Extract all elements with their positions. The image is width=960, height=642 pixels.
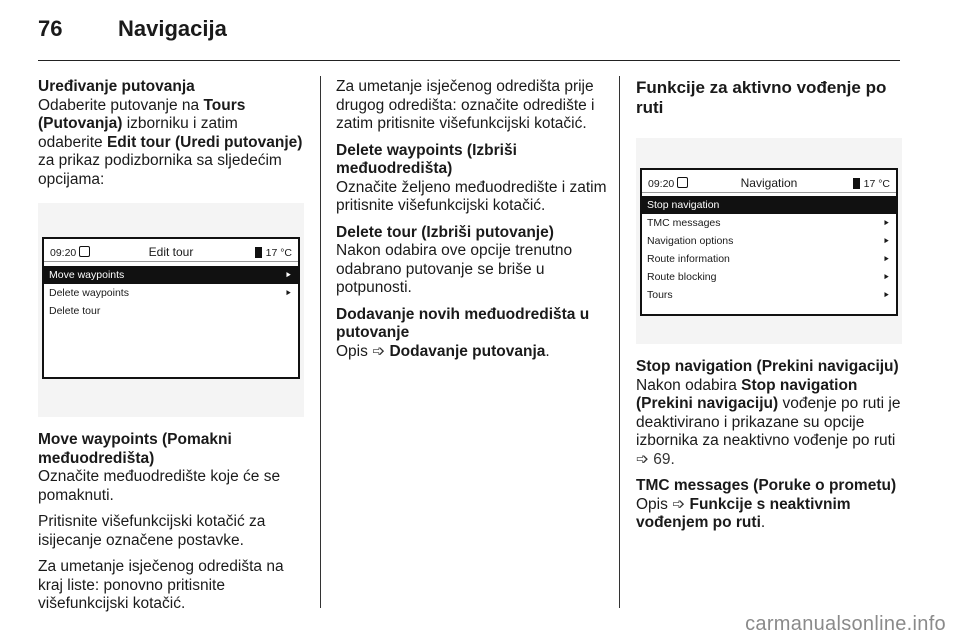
reference-link[interactable]: Funkcije s neaktivnim vođenjem po ruti	[636, 495, 851, 531]
chevron-right-icon: ⯈	[882, 218, 890, 228]
move-paragraph-3: Za umetanje isječenog odredišta na kraj liste: ponovno pritisnite višefunkcijski kotačić.	[38, 558, 284, 612]
column-3	[636, 78, 904, 541]
chevron-right-icon: ⯈	[284, 270, 292, 280]
edit-tour-screen: 09:20 Edit tour 17 °C Move waypoints ⯈ Delete waypoints ⯈ Delete tour	[42, 237, 300, 379]
column-1	[38, 78, 306, 622]
screen-title: Edit tour	[148, 245, 194, 259]
chapter-title: Navigacija	[118, 16, 227, 41]
menu-item-tmc-messages[interactable]: TMC messages ⯈	[642, 214, 896, 232]
insert-paragraph: Za umetanje isječenog odredišta prije drugog odredišta: označite odredište i zatim pritisnite višefunkcijski kotačić.	[336, 78, 595, 132]
menu-item-route-information[interactable]: Route information ⯈	[642, 250, 896, 268]
section-heading-delete-tour: Delete tour (Izbriši putovanje)	[336, 223, 554, 241]
edit-tour-screenshot	[38, 203, 304, 417]
screen-title: Navigation	[740, 176, 798, 190]
section-heading-add-waypoints: Dodavanje novih međuodredišta u putovanje	[336, 305, 590, 341]
column-divider-2	[619, 76, 620, 608]
menu-item-move-waypoints[interactable]: Move waypoints ⯈	[44, 266, 298, 284]
navigation-screenshot	[636, 138, 902, 344]
watermark: carmanualsonline.info	[745, 613, 946, 635]
menu-item-tours[interactable]: Tours ⯈	[642, 286, 896, 304]
reference-link[interactable]: Dodavanje putovanja	[389, 342, 546, 360]
stop-navigation-text: Nakon odabira Stop navigation (Prekini navigaciju) vođenje po ruti je deaktivirano i prikazane su opcije izbornika za neaktivno vođenje po ruti ➩ 69.	[636, 376, 901, 468]
page-header	[38, 16, 900, 61]
navigation-screen: 09:20 Navigation 17 °C Stop navigation TMC messages ⯈ Navigation options ⯈ Route information ⯈ Route blocking ⯈ Tours ⯈	[640, 168, 898, 316]
delete-tour-text: Nakon odabira ove opcije trenutno odabrano putovanje se briše u potpunosti.	[336, 242, 573, 296]
section-heading-stop-navigation: Stop navigation (Prekini navigaciju)	[636, 358, 899, 375]
add-waypoints-text: Opis ➩ Dodavanje putovanja.	[336, 342, 550, 360]
chevron-right-icon: ⯈	[882, 290, 890, 300]
chevron-right-icon: ⯈	[882, 272, 890, 282]
section-heading-edit-tour: Uređivanje putovanja	[38, 78, 195, 95]
chevron-right-icon: ⯈	[882, 254, 890, 264]
menu-item-stop-navigation[interactable]: Stop navigation	[642, 196, 896, 214]
page-number: 76	[38, 16, 63, 41]
move-paragraph-2: Pritisnite višefunkcijski kotačić za isijecanje označene postavke.	[38, 513, 266, 549]
phone-icon	[255, 247, 262, 258]
section-heading-tmc-messages: TMC messages (Poruke o prometu)	[636, 477, 897, 494]
section-heading-move-waypoints: Move waypoints (Pomakni međuodredišta)	[38, 431, 232, 467]
intro-paragraph: Odaberite putovanje na Tours (Putovanja) izborniku i zatim odaberite Edit tour (Uredi putovanje) za prikaz podizbornika sa sljedećim opcijama:	[38, 96, 303, 188]
reference-arrow-icon: ➩	[372, 342, 390, 360]
menu-item-route-blocking[interactable]: Route blocking ⯈	[642, 268, 896, 286]
chevron-right-icon: ⯈	[284, 288, 292, 298]
reference-arrow-icon: ➩	[672, 495, 690, 513]
menu-item-delete-tour[interactable]: Delete tour	[49, 305, 101, 317]
phone-icon	[853, 178, 860, 189]
section-heading-delete-waypoints: Delete waypoints (Izbriši međuodredišta)	[336, 141, 517, 177]
move-paragraph-1: Označite međuodredište koje će se pomaknuti.	[38, 468, 281, 504]
page-reference[interactable]: ➩ 69.	[636, 450, 675, 468]
column-2	[336, 78, 608, 369]
column-divider-1	[320, 76, 321, 608]
chevron-right-icon: ⯈	[882, 236, 890, 246]
tmc-messages-text: Opis ➩ Funkcije s neaktivnim vođenjem po ruti.	[636, 495, 851, 531]
menu-item-delete-waypoints[interactable]: Delete waypoints ⯈	[44, 284, 298, 302]
section-title-active-guidance: Funkcije za aktivno vođenje po ruti	[636, 78, 887, 117]
delete-waypoints-text: Označite željeno međuodredište i zatim pritisnite višefunkcijski kotačić.	[336, 178, 607, 214]
menu-item-navigation-options[interactable]: Navigation options ⯈	[642, 232, 896, 250]
